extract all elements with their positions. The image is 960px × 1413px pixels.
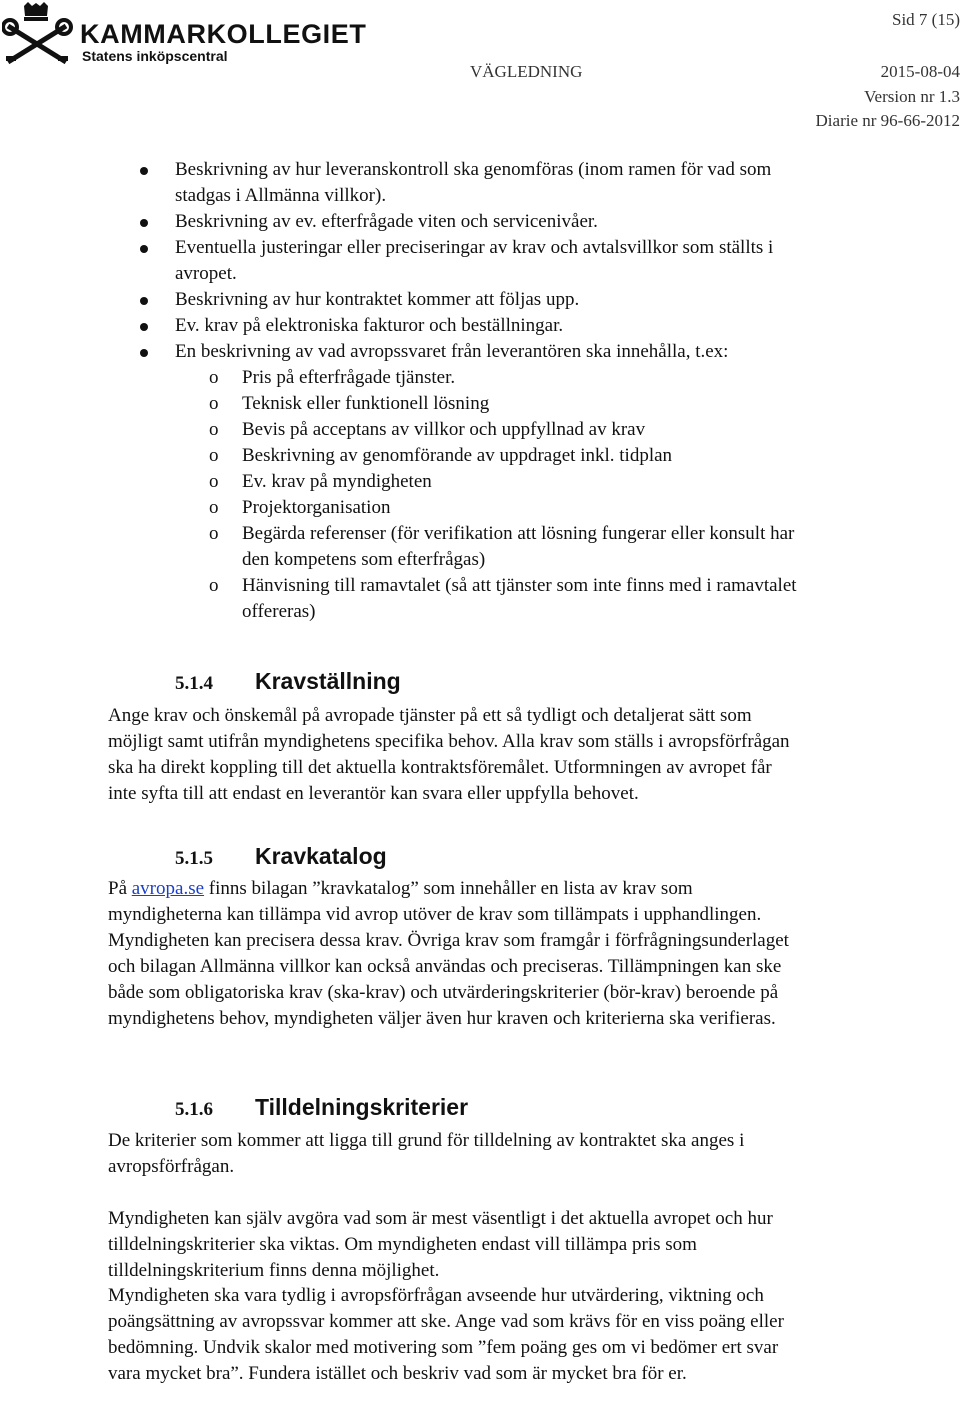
logo-name: KAMMARKOLLEGIET xyxy=(80,19,367,49)
sub-list-item: o Ev. krav på myndigheten xyxy=(209,471,432,492)
kammarkollegiet-logo xyxy=(0,0,367,66)
document-version: Version nr 1.3 xyxy=(864,87,960,106)
sub-list-item: o Bevis på acceptans av villkor och uppfyllnad av krav xyxy=(209,419,646,440)
document-date: 2015-08-04 xyxy=(880,62,960,81)
list-item: Beskrivning av hur leveranskontroll ska genomföras (inom ramen för vad som stadgas i Allmänna villkor). xyxy=(0,157,815,209)
sub-list-item: o Begärda referenser (för verifikation att lösning fungerar eller konsult har den kompetens som efterfrågas) xyxy=(209,523,795,570)
section-heading-kravstallning: 5.1.4 Kravställning xyxy=(175,668,401,694)
list-item: En beskrivning av vad avropssvaret från leverantören ska innehålla, t.ex: xyxy=(0,339,815,365)
bullet-icon xyxy=(140,323,148,331)
section-text-kravstallning: Ange krav och önskemål på avropade tjänster på ett så tydligt och detaljerat sätt som möjligt samt utifrån myndighetens specifika behov. Alla krav som ställs i avropsförfrågan ska ha direkt koppling till det aktuella kontraktsföremålet. Utformningen av avropet får inte syfta till att endast en leverantör kan svara eller uppfylla behovet. xyxy=(108,705,790,804)
bullet-icon xyxy=(140,245,148,253)
logo-subtitle: Statens inköpscentral xyxy=(82,48,228,64)
section-text-tilldelning-2: Myndigheten kan själv avgöra vad som är mest väsentligt i det aktuella avropet och hur tilldelningskriterier ska viktas. Om myndigheten endast vill tillämpa pris som tilldelningskriterium finns denna möjlighet. xyxy=(108,1208,773,1281)
bullet-icon xyxy=(140,349,148,357)
list-item: Eventuella justeringar eller preciseringar av krav och avtalsvillkor som ställts i avropet. xyxy=(0,235,815,287)
list-item: Ev. krav på elektroniska fakturor och beställningar. xyxy=(0,313,815,339)
section-text-kravkatalog: På avropa.se finns bilagan ”kravkatalog” som innehåller en lista av krav som myndigheterna kan tillämpa vid avrop utöver de krav som tillämpats i upphandlingen. Myndigheten kan precisera dessa krav. Övriga krav som framgår i förfrågningsunderlaget och bilagan Allmänna villkor kan också användas och preciseras. Tillämpningen kan ske både som obligatoriska krav (ska-krav) och utvärderingskriterier (bör-krav) beroende på myndighetens behov, myndigheten väljer även hur kraven och kriterierna ska verifieras. xyxy=(108,878,789,1029)
page-number: Sid 7 (15) xyxy=(892,10,960,29)
section-text-tilldelning-1: De kriterier som kommer att ligga till grund för tilldelning av kontraktet ska anges i avropsförfrågan. xyxy=(108,1130,745,1177)
list-item: Beskrivning av hur kontraktet kommer att följas upp. xyxy=(0,287,815,313)
bullet-icon xyxy=(140,219,148,227)
sub-list-item: o Beskrivning av genomförande av uppdraget inkl. tidplan xyxy=(209,445,673,466)
document-type: VÄGLEDNING xyxy=(470,62,583,81)
avropa-link[interactable]: avropa.se xyxy=(131,878,205,899)
sub-list-item: o Hänvisning till ramavtalet (så att tjänster som inte finns med i ramavtalet offereras) xyxy=(209,575,797,622)
diary-number: Diarie nr 96-66-2012 xyxy=(815,111,960,130)
bullet-icon xyxy=(140,167,148,175)
list-item: Beskrivning av ev. efterfrågade viten och servicenivåer. xyxy=(0,209,815,235)
sub-list-item: o Projektorganisation xyxy=(209,497,391,518)
section-text-tilldelning-3: Myndigheten ska vara tydlig i avropsförfrågan avseende hur utvärdering, viktning och poängsättning av avropssvar kommer att ske. Ange vad som krävs för en viss poäng eller bedömning. Undvik skalor med motivering som ”fem poäng ges om vi bedömer ert svar vara mycket bra”. Fundera istället och beskriv vad som är mycket bra för er. xyxy=(108,1285,784,1384)
bullet-icon xyxy=(140,297,148,305)
section-heading-tilldelningskriterier: 5.1.6 Tilldelningskriterier xyxy=(175,1094,469,1120)
requirements-list xyxy=(0,157,960,625)
section-heading-kravkatalog: 5.1.5 Kravkatalog xyxy=(175,843,387,869)
crown-keys-icon xyxy=(2,2,74,66)
sub-list-item: o Teknisk eller funktionell lösning xyxy=(209,393,490,414)
sub-list-item: o Pris på efterfrågade tjänster. xyxy=(209,367,456,388)
